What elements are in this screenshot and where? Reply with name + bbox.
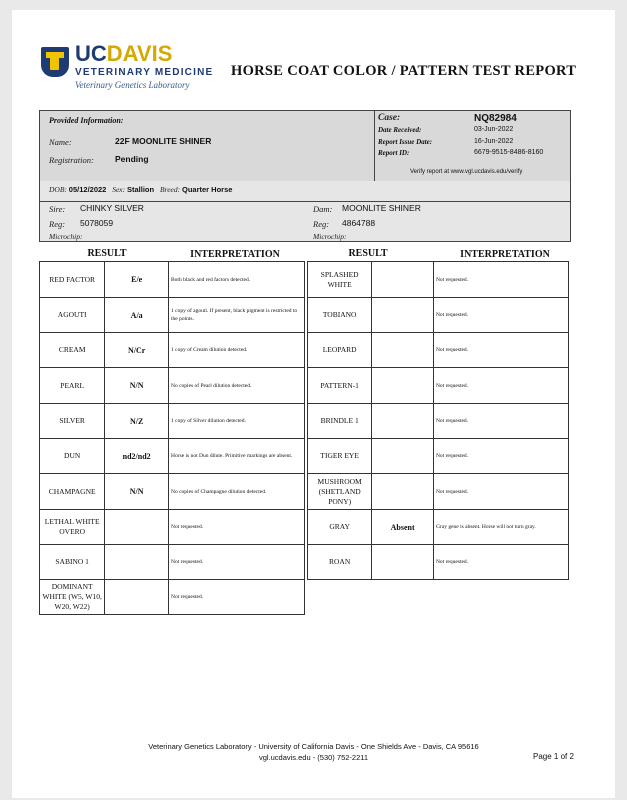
date-received: 03-Jun-2022 bbox=[474, 126, 514, 133]
footer-line-1: Veterinary Genetics Laboratory - University of California Davis - One Shields Ave - Davis, CA 95616 bbox=[148, 742, 479, 751]
right-results-table bbox=[307, 261, 569, 580]
test-row bbox=[308, 510, 569, 545]
horse-name: 22F MOONLITE SHINER bbox=[115, 136, 212, 146]
test-result: N/Z bbox=[105, 404, 169, 439]
test-row bbox=[40, 545, 305, 580]
dam-label: Dam: bbox=[313, 204, 333, 214]
org-subtitle: VETERINARY MEDICINE bbox=[75, 67, 214, 78]
org-logo-text bbox=[75, 43, 172, 65]
footer-line-2: vgl.ucdavis.edu - (530) 752-2211 bbox=[258, 753, 369, 762]
test-result bbox=[105, 580, 169, 615]
dob-value: 05/12/2022 bbox=[68, 185, 107, 194]
test-result bbox=[372, 474, 434, 510]
test-result bbox=[105, 545, 169, 580]
org-lab-name: Veterinary Genetics Laboratory bbox=[75, 80, 190, 90]
test-row bbox=[40, 439, 305, 474]
right-result-header: RESULT bbox=[348, 248, 388, 259]
sire-label: Sire: bbox=[49, 204, 66, 214]
test-row bbox=[308, 474, 569, 510]
test-row bbox=[308, 262, 569, 298]
breed-label: Breed: bbox=[159, 185, 181, 194]
test-name: LEOPARD bbox=[308, 333, 372, 368]
case-label: Case: bbox=[378, 113, 401, 123]
info-divider bbox=[374, 111, 375, 181]
test-result: A/a bbox=[105, 298, 169, 333]
test-result: N/N bbox=[105, 368, 169, 404]
test-interpretation: 1 copy of Silver dilution detected. bbox=[169, 404, 305, 439]
test-interpretation: Not requested. bbox=[433, 368, 568, 404]
test-interpretation: Not requested. bbox=[433, 404, 568, 439]
test-interpretation: Gray gene is absent. Horse will not turn gray. bbox=[433, 510, 568, 545]
test-result bbox=[372, 262, 434, 298]
report-id: 6679-9515-8486-8160 bbox=[474, 149, 544, 156]
test-row bbox=[308, 439, 569, 474]
test-row bbox=[40, 368, 305, 404]
sire-microchip-label: Microchip: bbox=[49, 232, 83, 241]
sex-value: Stallion bbox=[127, 185, 155, 194]
test-row bbox=[40, 474, 305, 510]
test-row bbox=[40, 333, 305, 368]
test-result bbox=[372, 439, 434, 474]
test-name: CHAMPAGNE bbox=[40, 474, 105, 510]
test-row bbox=[40, 298, 305, 333]
test-result: N/N bbox=[105, 474, 169, 510]
right-interpretation-header: INTERPRETATION bbox=[460, 249, 550, 260]
test-interpretation: Not requested. bbox=[169, 545, 305, 580]
report-title: HORSE COAT COLOR / PATTERN TEST REPORT bbox=[231, 63, 577, 79]
test-name: BRINDLE 1 bbox=[308, 404, 372, 439]
sex-label: Sex: bbox=[112, 185, 126, 194]
test-row bbox=[40, 510, 305, 545]
test-name: MUSHROOM (SHETLAND PONY) bbox=[308, 474, 372, 510]
test-row bbox=[308, 298, 569, 333]
test-name: SILVER bbox=[40, 404, 105, 439]
test-interpretation: Not requested. bbox=[433, 474, 568, 510]
test-name: PEARL bbox=[40, 368, 105, 404]
test-name: CREAM bbox=[40, 333, 105, 368]
registration-value: Pending bbox=[115, 154, 149, 164]
test-interpretation: Not requested. bbox=[433, 439, 568, 474]
case-number: NQ82984 bbox=[474, 113, 517, 124]
test-row bbox=[308, 333, 569, 368]
test-name: RED FACTOR bbox=[40, 262, 105, 298]
breed-value: Quarter Horse bbox=[181, 185, 233, 194]
test-result: E/e bbox=[105, 262, 169, 298]
ucdavis-shield-logo-icon bbox=[41, 47, 69, 77]
test-name: DOMINANT WHITE (W5, W10, W20, W22) bbox=[40, 580, 105, 615]
test-result bbox=[372, 404, 434, 439]
test-interpretation: Not requested. bbox=[169, 510, 305, 545]
test-row bbox=[40, 580, 305, 615]
test-result bbox=[372, 368, 434, 404]
left-results-table bbox=[39, 261, 305, 615]
report-id-label: Report ID: bbox=[378, 149, 410, 157]
test-interpretation: No copies of Champagne dilution detected. bbox=[169, 474, 305, 510]
issue-date-label: Report Issue Date: bbox=[378, 138, 433, 146]
test-result bbox=[105, 510, 169, 545]
sire-name: CHINKY SILVER bbox=[80, 203, 144, 213]
test-row bbox=[40, 404, 305, 439]
test-interpretation: 1 copy of agouti. If present, black pigment is restricted to the points. bbox=[169, 298, 305, 333]
animal-details bbox=[49, 185, 232, 194]
test-name: TIGER EYE bbox=[308, 439, 372, 474]
test-name: ROAN bbox=[308, 545, 372, 580]
test-name: LETHAL WHITE OVERO bbox=[40, 510, 105, 545]
test-interpretation: Horse is not Dun dilute. Primitive markings are absent. bbox=[169, 439, 305, 474]
test-interpretation: Not requested. bbox=[433, 262, 568, 298]
test-result bbox=[372, 298, 434, 333]
test-interpretation: Both black and red factors detected. bbox=[169, 262, 305, 298]
test-row bbox=[308, 368, 569, 404]
test-interpretation: Not requested. bbox=[433, 545, 568, 580]
dam-reg-label: Reg: bbox=[313, 219, 330, 229]
provided-heading: Provided Information: bbox=[49, 116, 124, 125]
test-name: GRAY bbox=[308, 510, 372, 545]
sire-reg: 5078059 bbox=[80, 218, 114, 228]
test-name: DUN bbox=[40, 439, 105, 474]
org-uc: UC bbox=[75, 41, 107, 66]
test-name: SPLASHED WHITE bbox=[308, 262, 372, 298]
test-interpretation: 1 copy of Cream dilution detected. bbox=[169, 333, 305, 368]
dam-name: MOONLITE SHINER bbox=[342, 203, 421, 213]
date-received-label: Date Received: bbox=[378, 126, 422, 134]
page-number: Page 1 of 2 bbox=[533, 752, 574, 761]
registration-label: Registration: bbox=[49, 155, 94, 165]
test-row bbox=[40, 262, 305, 298]
issue-date: 16-Jun-2022 bbox=[474, 138, 514, 145]
left-result-header: RESULT bbox=[87, 248, 127, 259]
test-result: nd2/nd2 bbox=[105, 439, 169, 474]
test-row bbox=[308, 545, 569, 580]
test-interpretation: No copies of Pearl dilution detected. bbox=[169, 368, 305, 404]
test-result bbox=[372, 333, 434, 368]
test-name: PATTERN-1 bbox=[308, 368, 372, 404]
sire-reg-label: Reg: bbox=[49, 219, 66, 229]
test-interpretation: Not requested. bbox=[433, 333, 568, 368]
dam-microchip-label: Microchip: bbox=[313, 232, 347, 241]
name-label: Name: bbox=[49, 137, 72, 147]
test-result bbox=[372, 545, 434, 580]
dam-reg: 4864788 bbox=[342, 218, 376, 228]
org-davis: DAVIS bbox=[106, 41, 173, 66]
test-interpretation: Not requested. bbox=[433, 298, 568, 333]
test-interpretation: Not requested. bbox=[169, 580, 305, 615]
test-name: AGOUTI bbox=[40, 298, 105, 333]
left-interpretation-header: INTERPRETATION bbox=[190, 249, 280, 260]
dob-label: DOB: bbox=[49, 185, 67, 194]
verify-link[interactable]: Verify report at www.vgl.ucdavis.edu/verify bbox=[410, 169, 523, 175]
test-name: SABINO 1 bbox=[40, 545, 105, 580]
test-row bbox=[308, 404, 569, 439]
test-result: Absent bbox=[372, 510, 434, 545]
test-name: TOBIANO bbox=[308, 298, 372, 333]
test-result: N/Cr bbox=[105, 333, 169, 368]
